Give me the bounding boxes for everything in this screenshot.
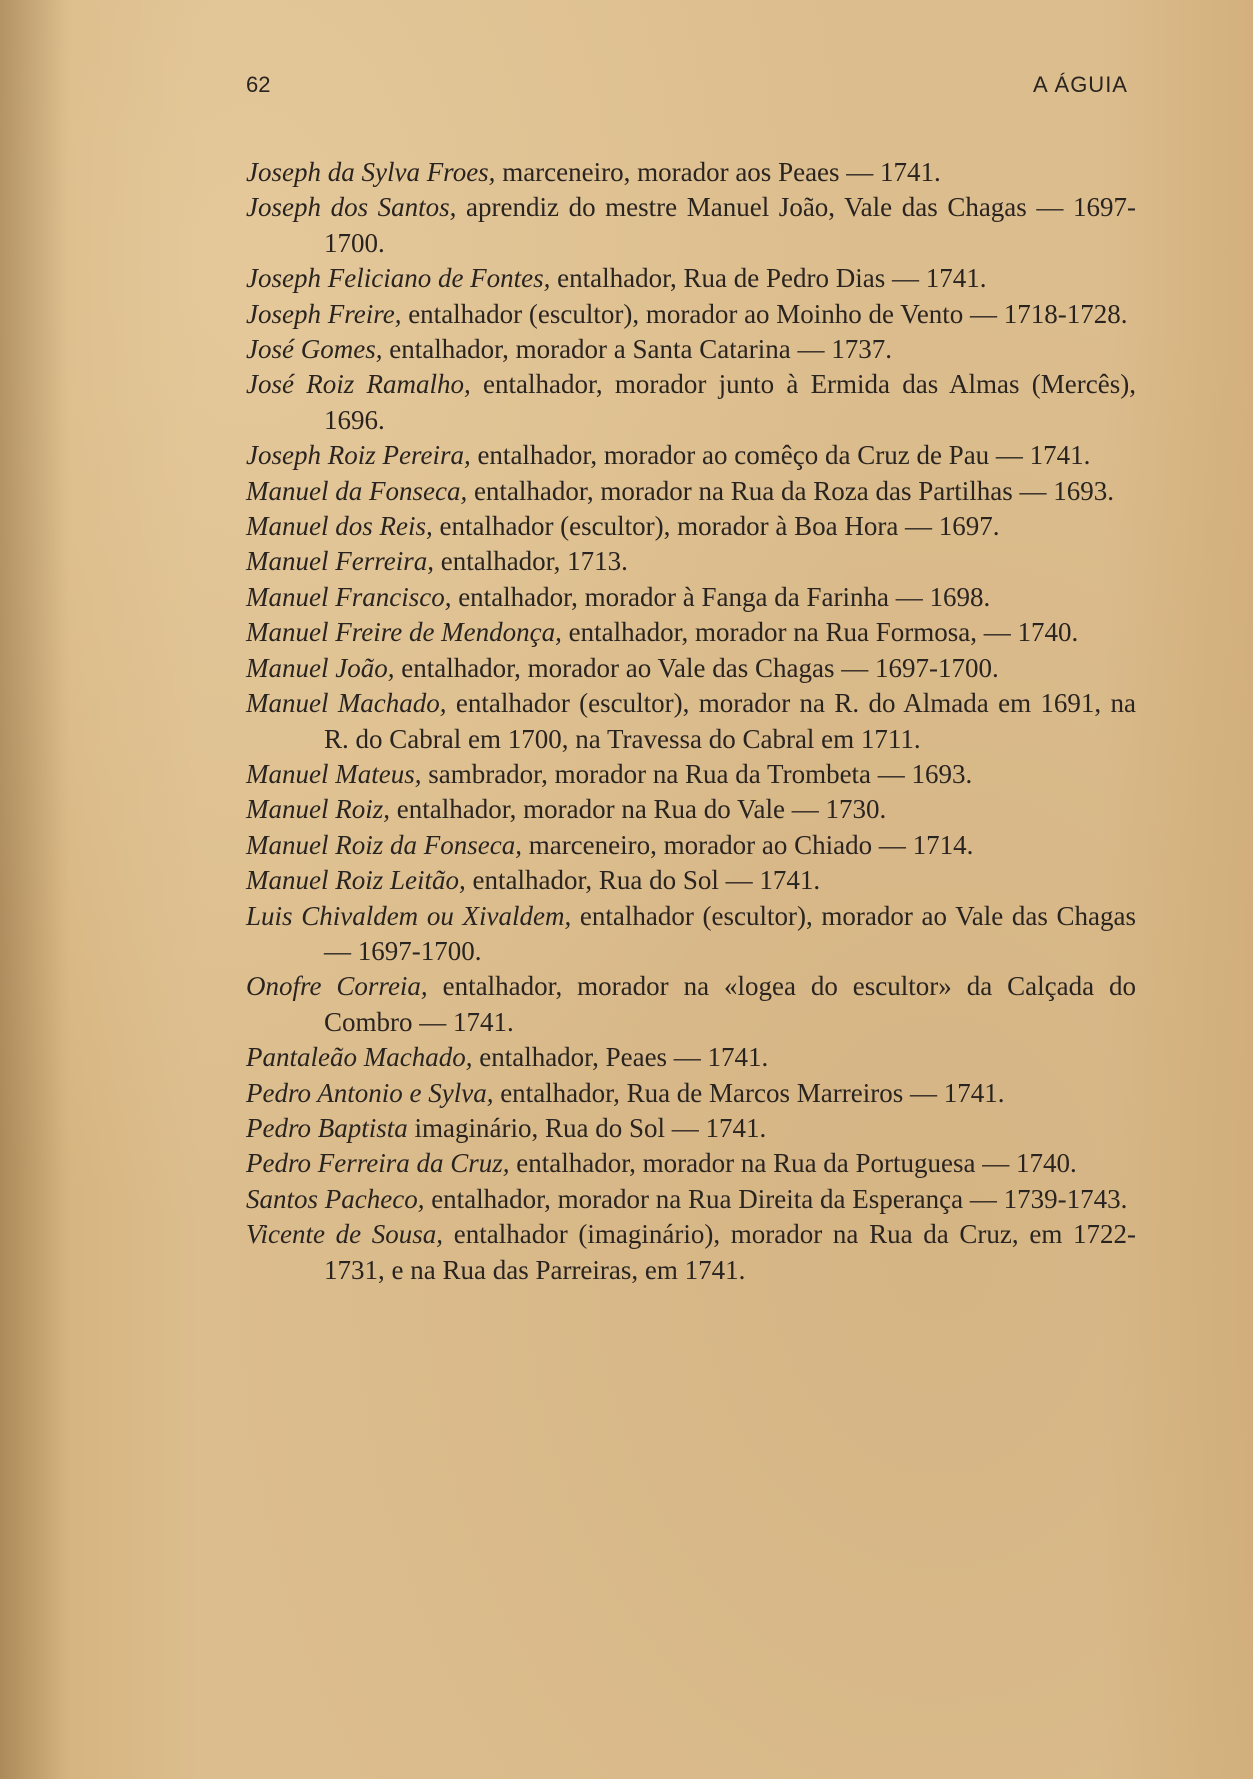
- artisan-description: entalhador (imaginário), morador na Rua da Cruz, em 1722-1731, e na Rua das Parreiras, em 1741.: [324, 1219, 1136, 1285]
- artisan-description: entalhador (escultor), morador à Boa Hora — 1697.: [432, 511, 1000, 542]
- artisan-description: marceneiro, morador ao Chiado — 1714.: [521, 829, 974, 860]
- artisan-name: Manuel Freire de Mendonça,: [246, 617, 562, 648]
- artisan-name: Manuel Machado,: [246, 688, 447, 719]
- artisan-description: entalhador, morador na Rua da Portuguesa — 1740.: [509, 1148, 1077, 1179]
- artisan-name: Manuel Francisco,: [246, 581, 452, 612]
- artisan-name: Manuel João,: [246, 652, 395, 683]
- artisan-description: entalhador, morador na «logea do escultor» da Calçada do Combro — 1741.: [324, 971, 1137, 1037]
- list-item: [246, 1182, 1136, 1217]
- list-item: [246, 828, 1136, 863]
- journal-title: A ÁGUIA: [1032, 72, 1128, 97]
- list-item: [246, 899, 1136, 970]
- list-item: [246, 1217, 1136, 1288]
- page-number: 62: [246, 72, 271, 97]
- artisan-description: imaginário, Rua do Sol — 1741.: [407, 1112, 767, 1143]
- list-item: [246, 261, 1136, 296]
- list-item: [246, 190, 1136, 261]
- artisan-name: Luis Chivaldem ou Xivaldem,: [246, 900, 572, 931]
- list-item: [246, 580, 1136, 615]
- list-item: [246, 686, 1136, 757]
- artisan-description: marceneiro, morador aos Peaes — 1741.: [495, 157, 941, 187]
- artisan-name: José Roiz Ramalho,: [246, 369, 471, 400]
- artisan-name: Manuel Roiz,: [246, 794, 390, 825]
- list-item: [246, 863, 1136, 898]
- artisan-name: Pantaleão Machado,: [246, 1042, 473, 1073]
- list-item: [246, 1146, 1136, 1181]
- artisan-name: Vicente de Sousa,: [246, 1219, 444, 1250]
- artisan-name: Manuel Mateus,: [246, 758, 422, 789]
- list-item: [246, 1040, 1136, 1075]
- artisan-description: entalhador, morador à Fanga da Farinha — 1698.: [451, 581, 991, 612]
- list-item: [246, 792, 1136, 827]
- artisan-description: entalhador, Peaes — 1741.: [472, 1042, 769, 1073]
- artisan-description: entalhador, 1713.: [433, 546, 628, 577]
- artisan-name: Joseph Freire,: [246, 298, 402, 329]
- list-item: [246, 969, 1136, 1040]
- list-item: [246, 1111, 1136, 1146]
- artisan-name: Manuel da Fonseca,: [246, 475, 468, 506]
- artisan-name: Pedro Ferreira da Cruz,: [246, 1148, 510, 1179]
- artisan-description: entalhador, morador na Rua da Roza das Partilhas — 1693.: [467, 475, 1114, 506]
- artisan-name: Onofre Correia,: [246, 971, 428, 1002]
- artisan-description: entalhador, morador ao comêço da Cruz de Pau — 1741.: [470, 440, 1091, 471]
- artisan-description: entalhador, morador ao Vale das Chagas — 1697-1700.: [394, 652, 999, 683]
- artisan-description: entalhador, morador na Rua Direita da Esperança — 1739-1743.: [424, 1183, 1128, 1214]
- artisan-name: Joseph Feliciano de Fontes,: [246, 263, 551, 294]
- artisan-name: Joseph Roiz Pereira,: [246, 440, 471, 471]
- artisan-description: sambrador, morador na Rua da Trombeta — 1693.: [421, 758, 973, 789]
- list-item: [246, 438, 1136, 473]
- artisan-name: Pedro Baptista: [246, 1112, 408, 1143]
- artisan-description: entalhador, Rua de Marcos Marreiros — 1741.: [493, 1077, 1005, 1108]
- list-item: [246, 615, 1136, 650]
- artisan-description: entalhador, morador na Rua Formosa, — 1740.: [561, 617, 1079, 648]
- artisan-description: entalhador, Rua de Pedro Dias — 1741.: [550, 263, 987, 294]
- list-item: [246, 757, 1136, 792]
- list-item: [246, 297, 1136, 332]
- artisan-description: entalhador (escultor), morador ao Moinho de Vento — 1718-1728.: [401, 298, 1128, 329]
- artisan-description: aprendiz do mestre Manuel João, Vale das Chagas — 1697-1700.: [324, 192, 1136, 258]
- artisan-name: Manuel Ferreira,: [246, 546, 434, 577]
- artisan-name: Santos Pacheco,: [246, 1183, 425, 1214]
- list-item: [246, 367, 1136, 438]
- page-gutter-shadow: [0, 0, 70, 1779]
- list-item: [246, 651, 1136, 686]
- artisan-name: Pedro Antonio e Sylva,: [246, 1077, 494, 1108]
- running-header: [246, 72, 1128, 102]
- artisan-description: entalhador, morador junto à Ermida das Almas (Mercês), 1696.: [324, 369, 1136, 435]
- artisan-name: Manuel Roiz da Fonseca,: [246, 829, 522, 860]
- artisan-description: entalhador, morador na Rua do Vale — 1730.: [389, 794, 887, 825]
- artisan-description: entalhador, Rua do Sol — 1741.: [465, 865, 821, 896]
- list-item: [246, 155, 1136, 190]
- list-item: [246, 509, 1136, 544]
- artisan-description: entalhador (escultor), morador ao Vale das Chagas — 1697-1700.: [324, 900, 1136, 966]
- list-item: [246, 474, 1136, 509]
- artisan-name: Manuel Roiz Leitão,: [246, 865, 466, 896]
- artisan-description: entalhador, morador a Santa Catarina — 1737.: [382, 334, 892, 365]
- artisan-name: Joseph dos Santos,: [246, 192, 457, 223]
- list-item: [246, 1076, 1136, 1111]
- artisan-name: Joseph da Sylva Froes,: [246, 157, 496, 187]
- artisan-name: Manuel dos Reis,: [246, 511, 433, 542]
- artisan-name: José Gomes,: [246, 334, 383, 365]
- list-item: [246, 332, 1136, 367]
- artisan-description: entalhador (escultor), morador na R. do Almada em 1691, na R. do Cabral em 1700, na Travessa do Cabral em 1711.: [324, 688, 1136, 754]
- artisan-list: [246, 155, 1136, 1288]
- list-item: [246, 544, 1136, 579]
